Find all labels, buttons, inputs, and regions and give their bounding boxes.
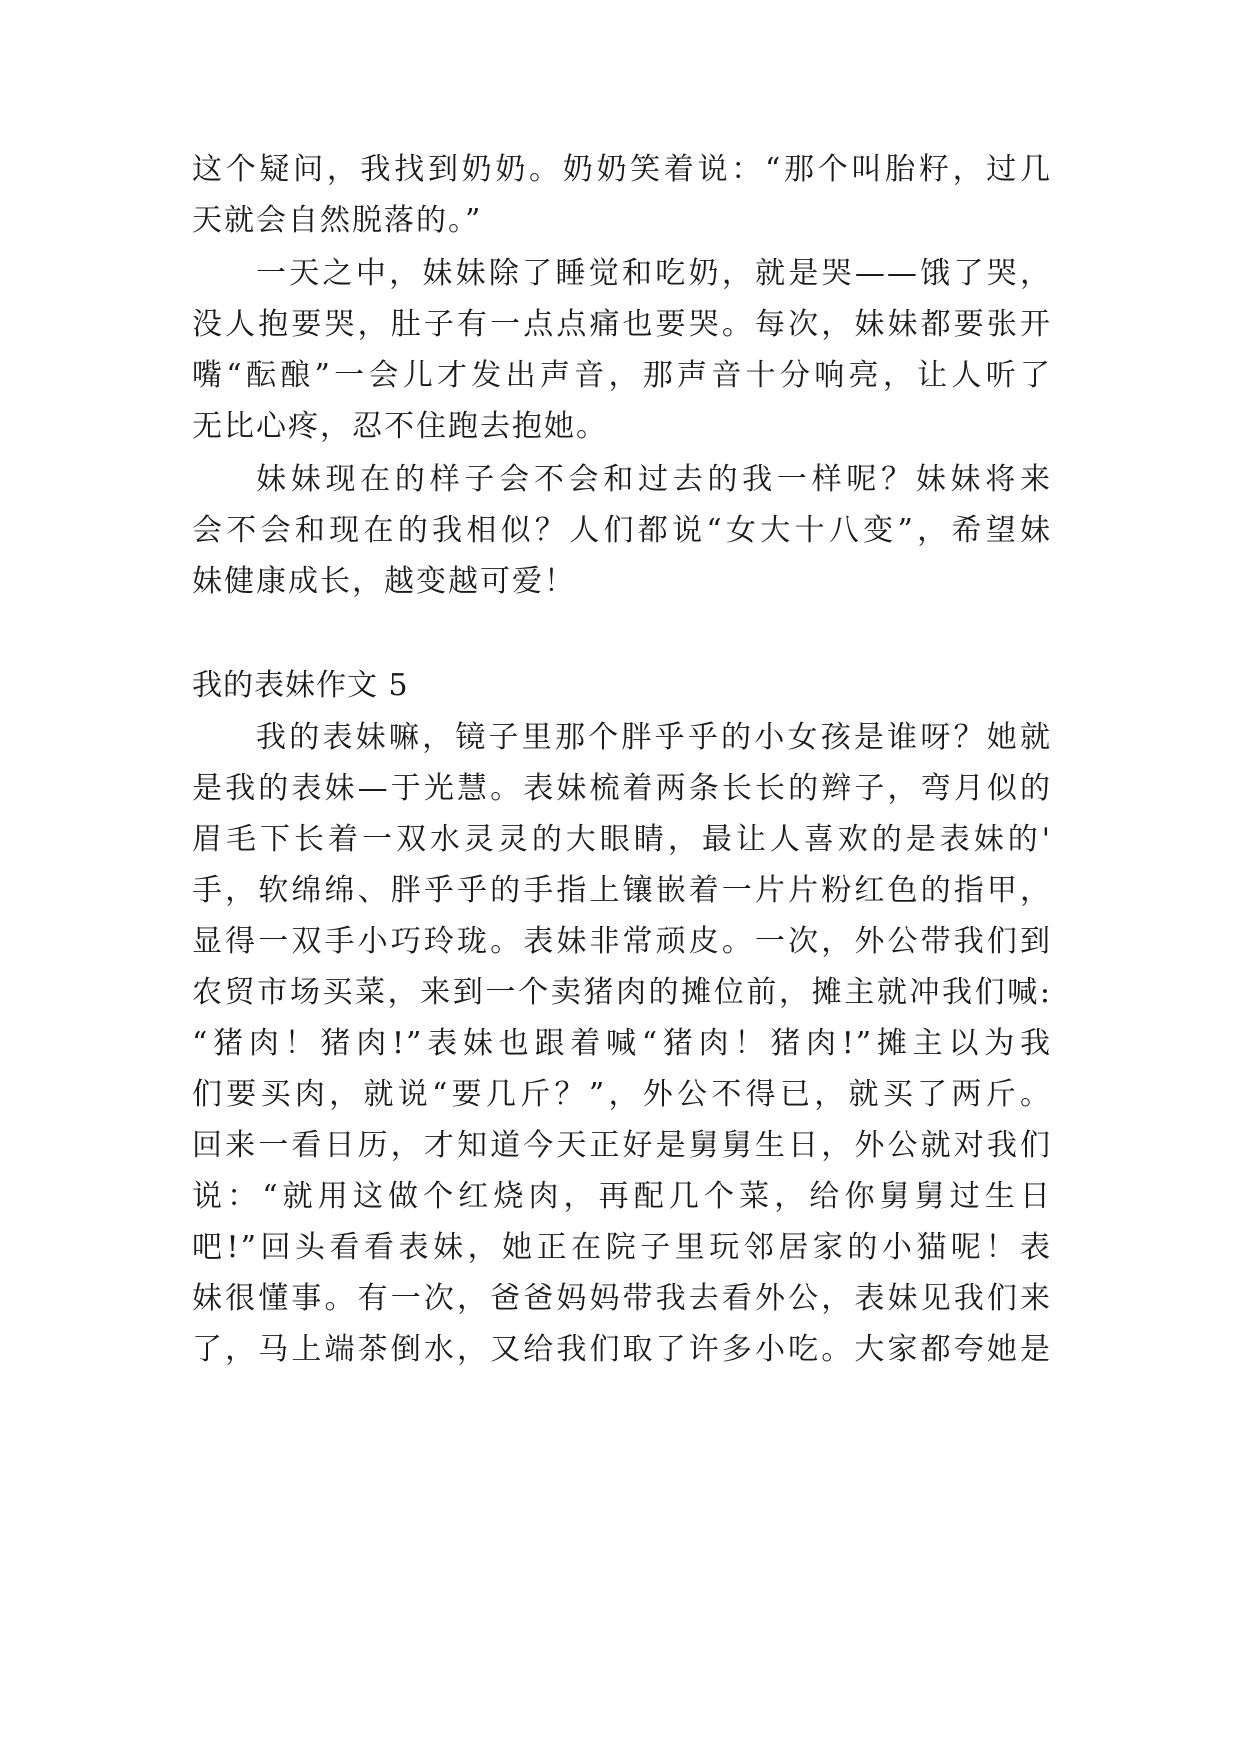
text-line: 妹很懂事。有一次，爸爸妈妈带我去看外公，表妹见我们来 <box>192 1281 1052 1316</box>
section-heading: 我的表妹作文 5 <box>192 668 409 703</box>
text-line: 会不会和现在的我相似？人们都说“女大十八变”，希望妹 <box>192 513 1052 548</box>
text-line: 们要买肉，就说“要几斤？”，外公不得已，就买了两斤。 <box>192 1077 1052 1112</box>
text-line: 这个疑问，我找到奶奶。奶奶笑着说：“那个叫胎籽，过几 <box>192 152 1052 187</box>
text-line: 是我的表妹—于光慧。表妹梳着两条长长的辫子，弯月似的 <box>192 771 1052 806</box>
text-line: 显得一双手小巧玲珑。表妹非常顽皮。一次，外公带我们到 <box>192 924 1052 959</box>
text-line: 手，软绵绵、胖乎乎的手指上镶嵌着一片片粉红色的指甲， <box>192 873 1052 908</box>
text-line: 了，马上端茶倒水，又给我们取了许多小吃。大家都夸她是 <box>192 1332 1052 1367</box>
text-line: 吧!”回头看看表妹，她正在院子里玩邻居家的小猫呢！表 <box>192 1230 1052 1265</box>
text-line: 天就会自然脱落的。” <box>192 203 483 238</box>
text-line: 回来一看日历，才知道今天正好是舅舅生日，外公就对我们 <box>192 1128 1052 1163</box>
text-line: 没人抱要哭，肚子有一点点痛也要哭。每次，妹妹都要张开 <box>192 307 1052 342</box>
paragraph-first-line: 妹妹现在的样子会不会和过去的我一样呢？妹妹将来 <box>256 462 1052 497</box>
text-line: 妹健康成长，越变越可爱！ <box>192 564 576 599</box>
text-line: 说：“就用这做个红烧肉，再配几个菜，给你舅舅过生日 <box>192 1179 1052 1214</box>
paragraph-first-line: 我的表妹嘛，镜子里那个胖乎乎的小女孩是谁呀？她就 <box>256 720 1052 755</box>
text-line: 无比心疼，忍不住跑去抱她。 <box>192 409 608 444</box>
text-line: 眉毛下长着一双水灵灵的大眼睛，最让人喜欢的是表妹的' <box>192 822 1052 857</box>
text-line: “猪肉！猪肉!”表妹也跟着喊“猪肉！猪肉!”摊主以为我 <box>192 1026 1052 1061</box>
text-line: 农贸市场买菜，来到一个卖猪肉的摊位前，摊主就冲我们喊: <box>192 975 1052 1010</box>
paragraph-first-line: 一天之中，妹妹除了睡觉和吃奶，就是哭——饿了哭， <box>256 256 1052 291</box>
text-line: 嘴“酝酿”一会儿才发出声音，那声音十分响亮，让人听了 <box>192 358 1052 393</box>
